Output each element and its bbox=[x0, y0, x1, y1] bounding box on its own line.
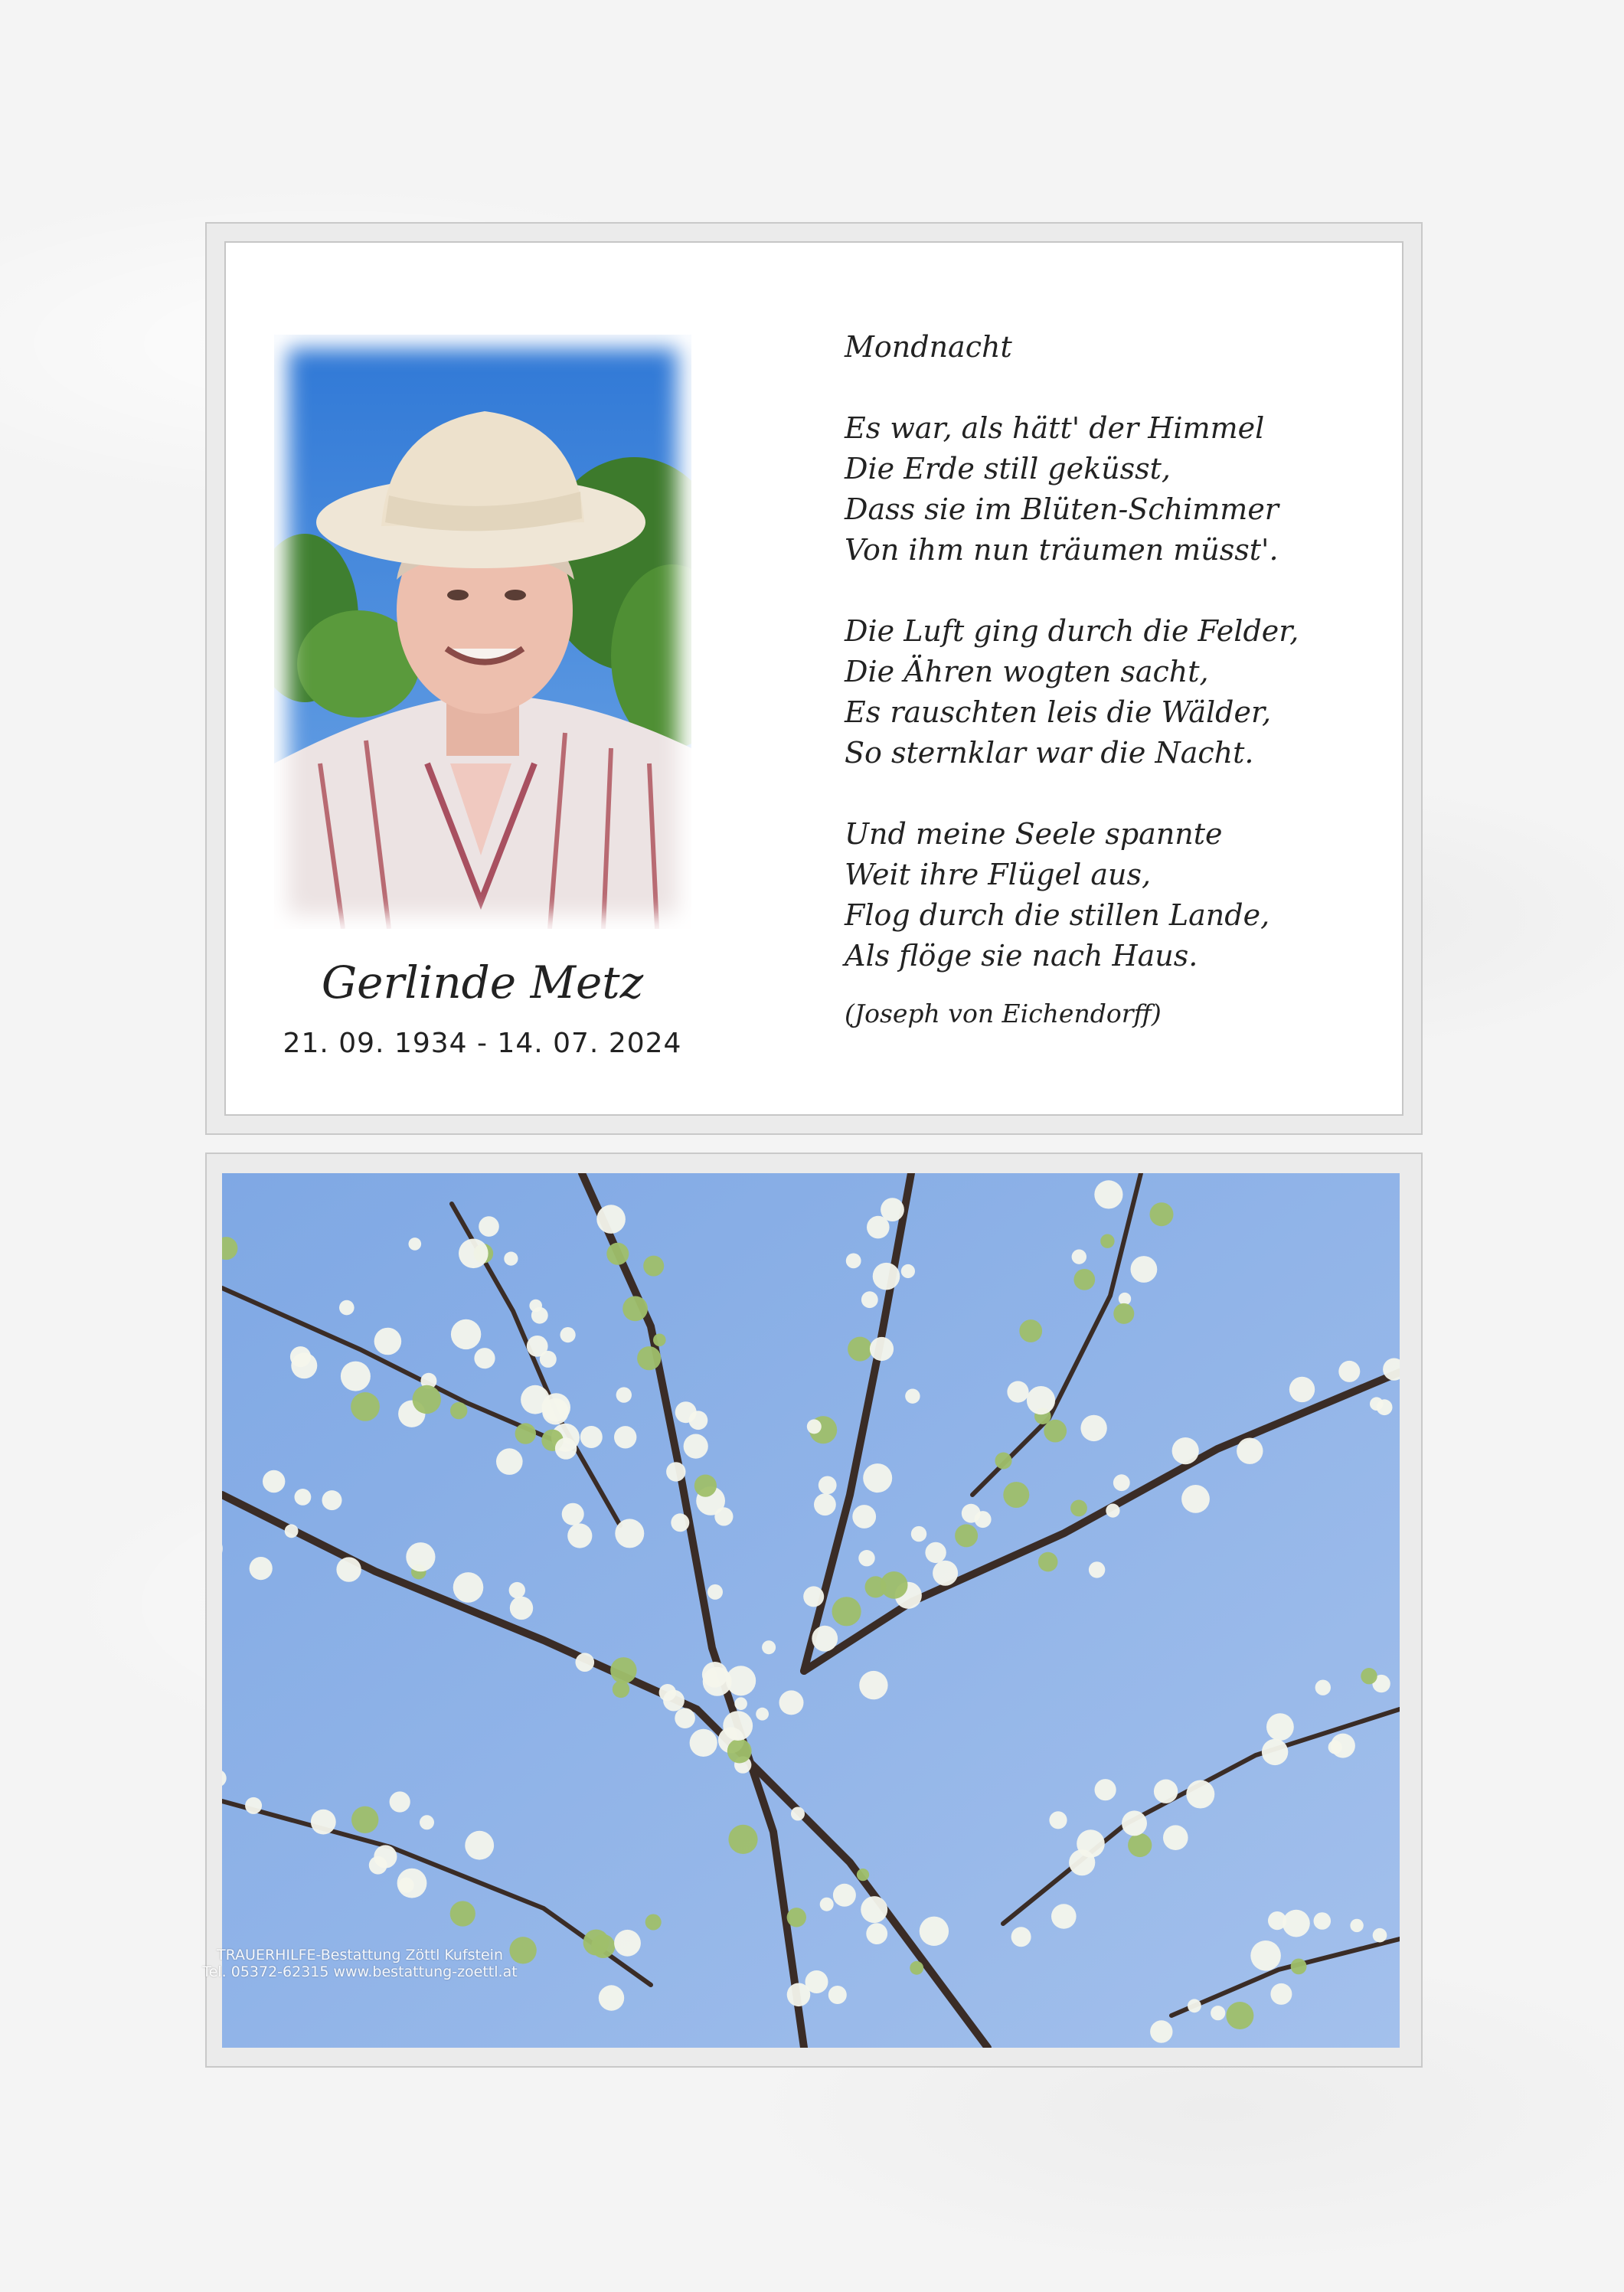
poem-line: Die Luft ging durch die Felder, bbox=[845, 614, 1299, 648]
blossom bbox=[819, 1476, 837, 1495]
blossom bbox=[1027, 1386, 1055, 1414]
blossom bbox=[374, 1328, 402, 1355]
portrait-photo bbox=[274, 335, 691, 929]
blossom bbox=[510, 1597, 533, 1620]
blossom bbox=[1350, 1919, 1363, 1932]
blossom bbox=[1154, 1780, 1178, 1803]
blossom bbox=[723, 1711, 753, 1741]
blossom bbox=[866, 1923, 887, 1944]
blossom bbox=[852, 1505, 876, 1529]
blossom bbox=[560, 1327, 576, 1342]
poem-line: Flog durch die stillen Lande, bbox=[845, 898, 1270, 932]
blossom bbox=[1291, 1959, 1307, 1975]
blossom bbox=[925, 1542, 946, 1563]
poem-line: Weit ihre Flügel aus, bbox=[845, 858, 1152, 891]
blossom bbox=[1268, 1911, 1286, 1930]
blossom bbox=[905, 1389, 920, 1404]
blossom bbox=[413, 1385, 441, 1414]
blossom bbox=[616, 1387, 632, 1402]
blossom bbox=[515, 1423, 536, 1444]
poem-author: (Joseph von Eichendorff) bbox=[845, 999, 1162, 1028]
blossom bbox=[645, 1914, 662, 1931]
blossom bbox=[1289, 1377, 1315, 1402]
blossom bbox=[955, 1524, 978, 1547]
memorial-card-bottom bbox=[205, 1153, 1423, 2068]
blossom bbox=[1226, 2002, 1253, 2029]
blossom bbox=[453, 1572, 484, 1603]
blossom bbox=[504, 1252, 518, 1266]
blossom bbox=[390, 1791, 410, 1812]
blossom bbox=[1100, 1234, 1114, 1248]
blossom bbox=[787, 1908, 806, 1927]
blossom bbox=[846, 1254, 861, 1269]
blossom bbox=[690, 1729, 717, 1757]
blossom bbox=[714, 1507, 733, 1525]
blossom bbox=[870, 1337, 894, 1361]
blossom bbox=[290, 1346, 311, 1367]
blossom bbox=[807, 1419, 822, 1434]
blossom bbox=[833, 1884, 856, 1907]
blossom bbox=[369, 1856, 387, 1875]
imprint-line-1: TRAUERHILFE-Bestattung Zöttl Kufstein bbox=[217, 1947, 503, 1963]
blossom bbox=[1073, 1269, 1095, 1290]
blossom bbox=[336, 1557, 361, 1581]
poem-line: So sternklar war die Nacht. bbox=[845, 736, 1254, 770]
poem-line: Dass sie im Blüten-Schimmer bbox=[845, 492, 1279, 526]
blossom bbox=[406, 1542, 435, 1571]
poem-line: Und meine Seele spannte bbox=[845, 817, 1223, 851]
blossom bbox=[322, 1490, 342, 1510]
blossom bbox=[1315, 1680, 1331, 1695]
blossom bbox=[295, 1489, 312, 1506]
blossom bbox=[1077, 1829, 1105, 1858]
life-dates: 21. 09. 1934 - 14. 07. 2024 bbox=[283, 1028, 682, 1059]
blossom-photo bbox=[222, 1173, 1400, 2048]
blossom bbox=[1003, 1482, 1029, 1508]
poem-stanza bbox=[845, 408, 1381, 571]
blossom bbox=[1051, 1904, 1077, 1929]
blossom bbox=[1283, 1910, 1310, 1937]
blossom bbox=[1094, 1180, 1122, 1208]
blossom bbox=[975, 1511, 992, 1528]
blossom bbox=[1188, 1999, 1201, 2012]
deceased-name: Gerlinde Metz bbox=[321, 956, 644, 1009]
blossom bbox=[1361, 1668, 1377, 1684]
blossom bbox=[1172, 1437, 1199, 1464]
blossom bbox=[1237, 1438, 1263, 1464]
blossom bbox=[1331, 1734, 1355, 1758]
blossom bbox=[643, 1256, 664, 1277]
blossom bbox=[1373, 1928, 1387, 1943]
poem-line: Die Ähren wogten sacht, bbox=[845, 655, 1209, 688]
poem-stanza bbox=[845, 611, 1381, 773]
blossom bbox=[496, 1448, 523, 1475]
blossom bbox=[1181, 1485, 1210, 1513]
blossom bbox=[1007, 1381, 1028, 1402]
blossom bbox=[245, 1797, 262, 1814]
blossom bbox=[285, 1524, 299, 1538]
blossom bbox=[814, 1493, 836, 1515]
blossom bbox=[858, 1550, 874, 1566]
blossom bbox=[1106, 1504, 1119, 1518]
funeral-home-imprint bbox=[153, 1947, 567, 1980]
blossom bbox=[459, 1239, 489, 1269]
blossom bbox=[610, 1657, 636, 1683]
blossom bbox=[910, 1961, 923, 1975]
blossom bbox=[1163, 1825, 1188, 1850]
blossom bbox=[901, 1264, 915, 1278]
blossom bbox=[1070, 1500, 1087, 1517]
blossom bbox=[1038, 1552, 1058, 1572]
blossom bbox=[791, 1807, 805, 1821]
blossom bbox=[555, 1437, 577, 1459]
blossom bbox=[873, 1263, 900, 1290]
blossom bbox=[863, 1463, 892, 1493]
blossom bbox=[995, 1453, 1012, 1470]
blossom bbox=[820, 1898, 834, 1911]
blossom bbox=[659, 1684, 676, 1701]
blossom bbox=[1262, 1739, 1288, 1765]
blossom bbox=[832, 1597, 861, 1626]
blossom bbox=[881, 1571, 908, 1599]
blossom bbox=[596, 1205, 626, 1234]
blossom bbox=[1370, 1397, 1384, 1411]
blossom bbox=[1150, 2020, 1172, 2042]
blossom bbox=[540, 1351, 557, 1368]
imprint-line-2: Tel. 05372-62315 www.bestattung-zoettl.at bbox=[202, 1963, 518, 1980]
blossom bbox=[727, 1739, 752, 1764]
blossom bbox=[920, 1917, 949, 1946]
blossom bbox=[881, 1198, 904, 1221]
blossom bbox=[734, 1697, 747, 1710]
blossom bbox=[450, 1901, 475, 1926]
blossom bbox=[562, 1503, 584, 1525]
blossom bbox=[567, 1523, 592, 1548]
poem-stanza bbox=[845, 814, 1381, 976]
blossom bbox=[637, 1346, 661, 1370]
blossom bbox=[542, 1393, 570, 1421]
blossom bbox=[848, 1337, 872, 1362]
blossom bbox=[684, 1434, 708, 1459]
poem-title: Mondnacht bbox=[845, 330, 1012, 364]
blossom bbox=[509, 1582, 525, 1598]
blossom bbox=[812, 1626, 838, 1652]
blossom bbox=[861, 1896, 887, 1923]
card-inner bbox=[224, 241, 1403, 1116]
blossom bbox=[409, 1238, 422, 1251]
blossom bbox=[728, 1825, 757, 1854]
blossom bbox=[576, 1653, 595, 1672]
blossom bbox=[1270, 1983, 1292, 2005]
poem-line: Als flöge sie nach Haus. bbox=[845, 939, 1198, 973]
poem-line: Es war, als hätt' der Himmel bbox=[845, 411, 1265, 445]
poem-line: Es rauschten leis die Wälder, bbox=[845, 695, 1272, 729]
blossom bbox=[263, 1470, 285, 1493]
blossom bbox=[703, 1667, 732, 1696]
blossom bbox=[689, 1411, 708, 1430]
blossom bbox=[857, 1869, 869, 1881]
blossom bbox=[339, 1300, 355, 1316]
blossom bbox=[351, 1392, 380, 1421]
blossom bbox=[311, 1810, 336, 1835]
blossom bbox=[1095, 1779, 1116, 1800]
blossom bbox=[615, 1519, 644, 1548]
poem-line: Von ihm nun träumen müsst'. bbox=[845, 533, 1279, 567]
blossom bbox=[1011, 1927, 1031, 1947]
blossom bbox=[1150, 1202, 1174, 1226]
blossom bbox=[1089, 1561, 1105, 1578]
blossom bbox=[614, 1930, 641, 1957]
blossom bbox=[787, 1983, 811, 2007]
blossom bbox=[911, 1526, 926, 1542]
blossom bbox=[1128, 1833, 1152, 1857]
blossom bbox=[341, 1362, 371, 1391]
blossom bbox=[694, 1475, 717, 1497]
blossom bbox=[1211, 2006, 1225, 2020]
blossom bbox=[1019, 1319, 1042, 1342]
blossom bbox=[614, 1426, 636, 1448]
blossom bbox=[1113, 1303, 1134, 1324]
blossom bbox=[707, 1584, 723, 1600]
blossom bbox=[450, 1402, 467, 1419]
blossom bbox=[474, 1348, 495, 1368]
blossom bbox=[653, 1334, 666, 1347]
blossom bbox=[671, 1513, 689, 1532]
blossom bbox=[1131, 1256, 1158, 1283]
blossom bbox=[397, 1869, 427, 1898]
blossom bbox=[1338, 1361, 1360, 1382]
blossom bbox=[1250, 1941, 1281, 1971]
blossom bbox=[606, 1243, 629, 1265]
blossom bbox=[666, 1462, 685, 1481]
blossom bbox=[828, 1986, 847, 2004]
blossom bbox=[1080, 1415, 1106, 1441]
blossom bbox=[479, 1216, 499, 1237]
blossom bbox=[1119, 1293, 1131, 1305]
blossom bbox=[622, 1296, 648, 1322]
blossom bbox=[591, 1934, 615, 1958]
blossom bbox=[803, 1586, 824, 1607]
blossom bbox=[859, 1671, 887, 1699]
blossom bbox=[1266, 1713, 1294, 1741]
blossom bbox=[779, 1690, 804, 1715]
blossom bbox=[250, 1557, 273, 1580]
blossom bbox=[1314, 1912, 1332, 1930]
blossom bbox=[529, 1300, 542, 1313]
memorial-card-top bbox=[205, 222, 1423, 1135]
blossom bbox=[580, 1426, 603, 1448]
blossom bbox=[420, 1815, 434, 1829]
blossom bbox=[1122, 1810, 1147, 1836]
blossom bbox=[599, 1985, 624, 2010]
blossom bbox=[351, 1806, 378, 1833]
blossom bbox=[451, 1319, 481, 1349]
blossom bbox=[1113, 1474, 1130, 1491]
blossom bbox=[613, 1681, 629, 1698]
blossom bbox=[762, 1640, 776, 1654]
blossom bbox=[1186, 1780, 1214, 1809]
blossom bbox=[933, 1561, 958, 1586]
blossom bbox=[675, 1708, 695, 1728]
poem bbox=[845, 327, 1381, 1034]
blossom bbox=[1072, 1250, 1086, 1264]
blossom bbox=[861, 1291, 878, 1308]
blossom bbox=[465, 1831, 494, 1860]
blossom bbox=[756, 1708, 769, 1721]
blossom bbox=[1049, 1811, 1067, 1829]
poem-line: Die Erde still geküsst, bbox=[845, 452, 1171, 486]
